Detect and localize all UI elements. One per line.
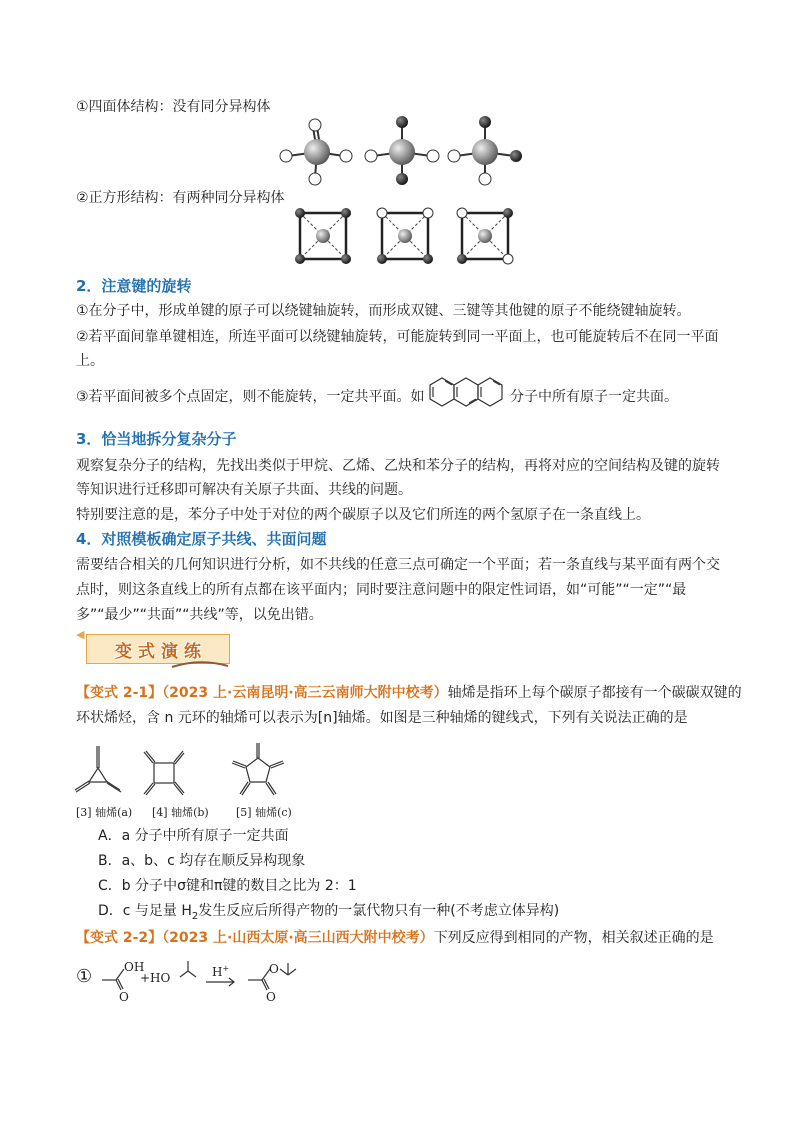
svg-text:H+ (212, 964, 229, 979)
catalyst-label: H (212, 965, 223, 979)
option-d[interactable] (98, 901, 559, 927)
banner-char: 演 (161, 641, 178, 662)
speaker-icon: ◀ (76, 628, 85, 641)
q1-stem1: 轴烯是指环上每个碳原子都接有一个碳碳双键的 (447, 685, 742, 701)
heading-split-molecule: 3．恰当地拆分复杂分子 (76, 430, 237, 448)
tetrahedral-models (270, 112, 540, 190)
square-models (292, 205, 522, 267)
banner-swoosh (170, 660, 230, 670)
banner-char: 式 (138, 641, 155, 662)
banner-char: 变 (115, 641, 132, 662)
para3-line3: 特别要注意的是，苯分子中处于对位的两个碳原子以及它们所连的两个氢原子在一条直线上。 (76, 507, 650, 523)
q2-stem: 下列反应得到相同的产物，相关叙述正确的是 (433, 930, 714, 946)
square-text: ②正方形结构：有两种同分异构体 (76, 190, 285, 206)
heading-template: 4．对照模板确定原子共线、共面问题 (76, 530, 327, 548)
para2-line3-after: 分子中所有原子一定共面。 (510, 389, 678, 405)
q1-stem2: 环状烯烃，含 n 元环的轴烯可以表示为[n]轴烯。如图是三种轴烯的键线式，下列有关说法正确的是 (76, 710, 688, 726)
catalyst-sup: + (222, 964, 230, 973)
heading-bond-rotation: 2．注意键的旋转 (76, 277, 192, 295)
tetrahedral-text: ①四面体结构：没有同分异构体 (76, 99, 271, 115)
q1-line1 (76, 683, 742, 703)
para2-line2a: ②若平面间靠单键相连，所连平面可以绕键轴旋转，可能旋转到同一平面上，也可能旋转后不在同一平面 (76, 329, 719, 345)
para3-line2: 等知识进行迁移即可解决有关原子共面、共线的问题。 (76, 482, 412, 498)
anthracene-structure (428, 374, 508, 418)
banner-char: 练 (184, 641, 201, 662)
option-d-sub: 2 (191, 910, 199, 922)
para4-line3: 多”“最少”“共面”“共线”等，以免出错。 (76, 607, 323, 623)
q2-line (76, 928, 714, 948)
option-a[interactable]: A．a 分子中所有原子一定共面 (98, 828, 289, 844)
axial-alkenes-structures (70, 740, 310, 810)
para4-line2: 点时，则这条直线上的所有点都在该平面内；同时要注意问题中的限定性词语，如“可能”“一定”“最 (76, 582, 687, 598)
o-label-2: O (269, 962, 279, 976)
q2-tag: 【变式 2-2】 (76, 930, 163, 946)
o-label-1: O (119, 990, 129, 1004)
q2-source: （2023 上·山西太原·高三山西大附中校考） (162, 930, 434, 946)
para2-line1: ①在分子中，形成单键的原子可以绕键轴旋转，而形成双键、三键等其他键的原子不能绕键轴旋转。 (76, 303, 691, 319)
q1-tag: 【变式 2-1】 (76, 685, 163, 701)
option-d-post: 发生反应后所得产物的一氯代物只有一种(不考虑立体异构) (198, 903, 560, 919)
reaction-scheme (96, 955, 326, 1005)
para2-line3-before: ③若平面间被多个点固定，则不能旋转，一定共平面。如 (76, 389, 425, 405)
label-5-axial: [5] 轴烯(c) (236, 806, 292, 819)
para3-line1: 观察复杂分子的结构，先找出类似于甲烷、乙烯、乙炔和苯分子的结构，再将对应的空间结构及键的旋转 (76, 458, 720, 474)
option-c[interactable]: C．b 分子中σ键和π键的数目之比为 2：1 (98, 878, 357, 894)
option-b[interactable]: B．a、b、c 均存在顺反异构现象 (98, 853, 306, 869)
label-3-axial: [3] 轴烯(a) (76, 806, 133, 819)
oh-label: OH (124, 960, 145, 974)
option-d-pre: D．c 与足量 H (98, 903, 192, 919)
q1-source: （2023 上·云南昆明·高三云南师大附中校考） (162, 685, 448, 701)
para4-line1: 需要结合相关的几何知识进行分析，如不共线的任意三点可确定一个平面；若一条直线与某平面有两个交 (76, 557, 720, 573)
para2-line2b: 上。 (76, 353, 104, 369)
plus-ho-label: +HO (140, 971, 171, 985)
o-label-3: O (266, 990, 276, 1004)
label-4-axial: [4] 轴烯(b) (152, 806, 209, 819)
reaction-number: ① (76, 966, 93, 987)
